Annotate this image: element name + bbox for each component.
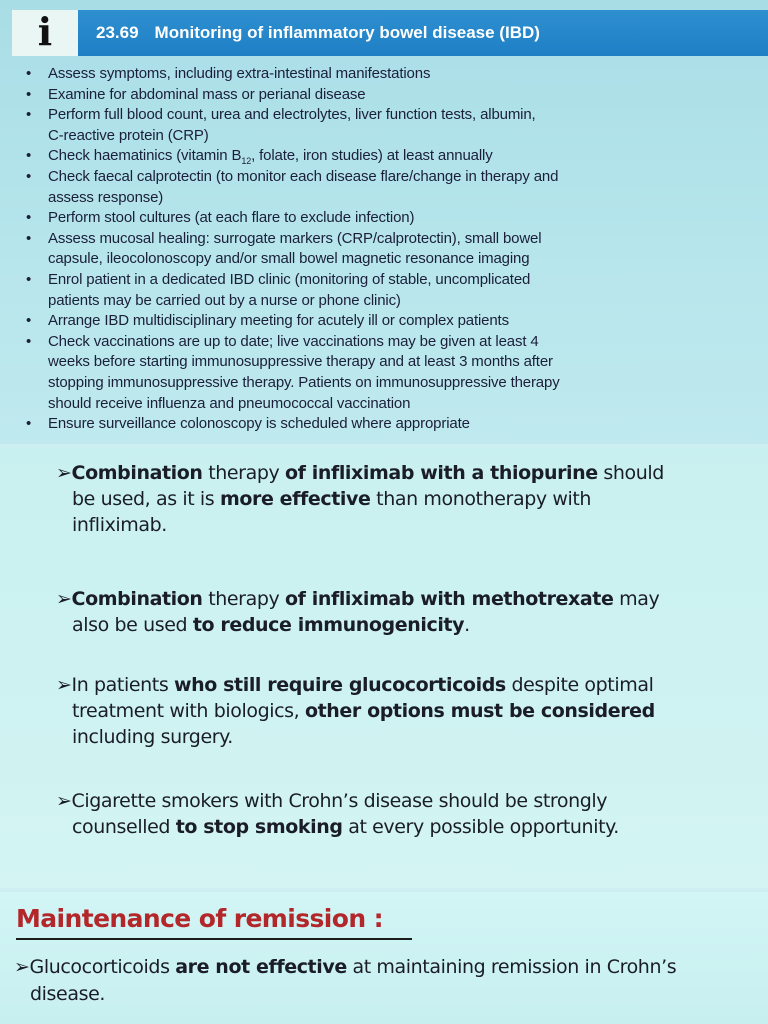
arrow-bullet-icon: ➢ xyxy=(56,462,72,484)
monitoring-item xyxy=(22,332,752,414)
therapy-point xyxy=(56,586,736,638)
emphasis-text: Combination xyxy=(71,462,203,484)
monitoring-item-line: Assess symptoms, including extra-intestinal manifestations xyxy=(48,65,431,82)
monitoring-item-line: Check faecal calprotectin (to monitor each disease flare/change in therapy and xyxy=(48,167,559,185)
text-line xyxy=(56,462,664,484)
emphasis-text: of infliximab with a thiopurine xyxy=(284,462,598,484)
monitoring-item xyxy=(22,208,752,229)
emphasis-text: Combination xyxy=(71,588,203,610)
emphasis-text: to stop smoking xyxy=(175,816,343,838)
plain-text: . xyxy=(464,614,470,636)
emphasis-text: other options must be considered xyxy=(304,700,655,722)
maintenance-point xyxy=(14,954,754,1008)
box-header xyxy=(12,10,768,56)
bullet-icon: • xyxy=(26,332,32,350)
maintenance-section xyxy=(0,892,768,1024)
monitoring-item-line: Enrol patient in a dedicated IBD clinic (monitoring of stable, uncomplicated xyxy=(48,270,531,288)
monitoring-item-line: weeks before starting immunosuppressive therapy and at least 3 months after xyxy=(48,353,553,371)
monitoring-item-line: Ensure surveillance colonoscopy is scheduled where appropriate xyxy=(48,415,470,433)
therapy-point xyxy=(56,672,736,750)
box-number: 23.69 xyxy=(96,23,139,42)
plain-text: counselled xyxy=(72,816,176,838)
monitoring-item xyxy=(22,64,752,85)
monitoring-list xyxy=(22,64,752,435)
plain-text: therapy xyxy=(202,588,285,610)
monitoring-item xyxy=(22,311,752,332)
bullet-icon: • xyxy=(26,209,32,227)
monitoring-item-line: patients may be carried out by a nurse or phone clinic) xyxy=(48,291,401,309)
info-tab xyxy=(12,10,78,56)
plain-text: treatment with biologics, xyxy=(72,700,305,722)
monitoring-item xyxy=(22,105,752,146)
monitoring-item xyxy=(22,414,752,435)
monitoring-item-line: stopping immunosuppressive therapy. Patients on immunosuppressive therapy xyxy=(48,373,560,391)
monitoring-item-line: Check haematinics (vitamin $B_{12}$, folate, iron studies) at least annually xyxy=(48,147,493,167)
plain-text: infliximab. xyxy=(72,514,167,536)
plain-text: also be used xyxy=(72,614,193,636)
arrow-bullet-icon: ➢ xyxy=(14,956,30,978)
plain-text: may xyxy=(613,588,660,610)
monitoring-item xyxy=(22,270,752,311)
text-line xyxy=(56,486,736,512)
emphasis-text: who still require glucocorticoids xyxy=(173,674,506,696)
text-line xyxy=(56,612,736,638)
bullet-icon: • xyxy=(26,65,32,82)
plain-text: at maintaining remission in Crohn’s xyxy=(346,956,677,978)
bullet-icon: • xyxy=(26,167,32,185)
text-line xyxy=(56,512,736,538)
monitoring-item-line: Perform full blood count, urea and electrolytes, liver function tests, albumin, xyxy=(48,106,536,124)
emphasis-text: of infliximab with methotrexate xyxy=(284,588,614,610)
monitoring-item-line: Assess mucosal healing: surrogate markers (CRP/calprotectin), small bowel xyxy=(48,229,542,247)
bullet-icon: • xyxy=(26,270,32,288)
emphasis-text: more effective xyxy=(219,488,371,510)
arrow-bullet-icon: ➢ xyxy=(56,790,72,812)
emphasis-text: are not effective xyxy=(175,956,347,978)
monitoring-item xyxy=(22,146,752,167)
monitoring-item-line: capsule, ileocolonoscopy and/or small bowel magnetic resonance imaging xyxy=(48,250,530,268)
arrow-bullet-icon: ➢ xyxy=(56,588,72,610)
text-line xyxy=(56,814,736,840)
plain-text: despite optimal xyxy=(505,674,654,696)
box-title xyxy=(96,23,540,43)
monitoring-item-line: should receive influenza and pneumococcal vaccination xyxy=(48,394,411,412)
text-line xyxy=(56,790,607,812)
plain-text: therapy xyxy=(202,462,285,484)
therapy-point xyxy=(56,788,736,840)
monitoring-item xyxy=(22,85,752,106)
plain-text: including surgery. xyxy=(72,726,233,748)
text-line xyxy=(56,698,736,724)
info-icon: i xyxy=(37,9,53,54)
text-line xyxy=(14,981,754,1008)
bullet-icon: • xyxy=(26,106,32,124)
text-line xyxy=(56,724,736,750)
monitoring-item-line: Perform stool cultures (at each flare to exclude infection) xyxy=(48,209,415,227)
monitoring-item xyxy=(22,167,752,208)
bullet-icon: • xyxy=(26,312,32,330)
plain-text: should xyxy=(597,462,664,484)
text-line xyxy=(14,956,676,978)
maintenance-title: Maintenance of remission : xyxy=(16,904,384,933)
plain-text: be used, as it is xyxy=(72,488,220,510)
monitoring-item-line: assess response) xyxy=(48,188,164,206)
bullet-icon: • xyxy=(26,85,32,103)
plain-text: Cigarette smokers with Crohn’s disease should be strongly xyxy=(71,790,608,812)
plain-text: at every possible opportunity. xyxy=(342,816,619,838)
arrow-bullet-icon: ➢ xyxy=(56,674,72,696)
ibd-monitoring-box xyxy=(0,0,768,444)
plain-text: In patients xyxy=(71,674,174,696)
emphasis-text: to reduce immunogenicity xyxy=(192,614,465,636)
text-line xyxy=(56,588,659,610)
text-line xyxy=(56,674,653,696)
plain-text: than monotherapy with xyxy=(370,488,592,510)
box-title-text: Monitoring of inflammatory bowel disease (IBD) xyxy=(154,23,540,42)
monitoring-item xyxy=(22,229,752,270)
plain-text: Glucocorticoids xyxy=(29,956,176,978)
therapy-points-slide xyxy=(0,448,768,888)
monitoring-item-line: C-reactive protein (CRP) xyxy=(48,126,209,144)
therapy-point xyxy=(56,460,736,538)
monitoring-item-line: Examine for abdominal mass or perianal disease xyxy=(48,85,366,103)
plain-text: disease. xyxy=(30,983,105,1005)
bullet-icon: • xyxy=(26,147,32,165)
bullet-icon: • xyxy=(26,229,32,247)
bullet-icon: • xyxy=(26,415,32,433)
monitoring-item-line: Arrange IBD multidisciplinary meeting for acutely ill or complex patients xyxy=(48,312,509,330)
monitoring-item-line: Check vaccinations are up to date; live vaccinations may be given at least 4 xyxy=(48,332,539,350)
title-underline xyxy=(16,938,412,940)
